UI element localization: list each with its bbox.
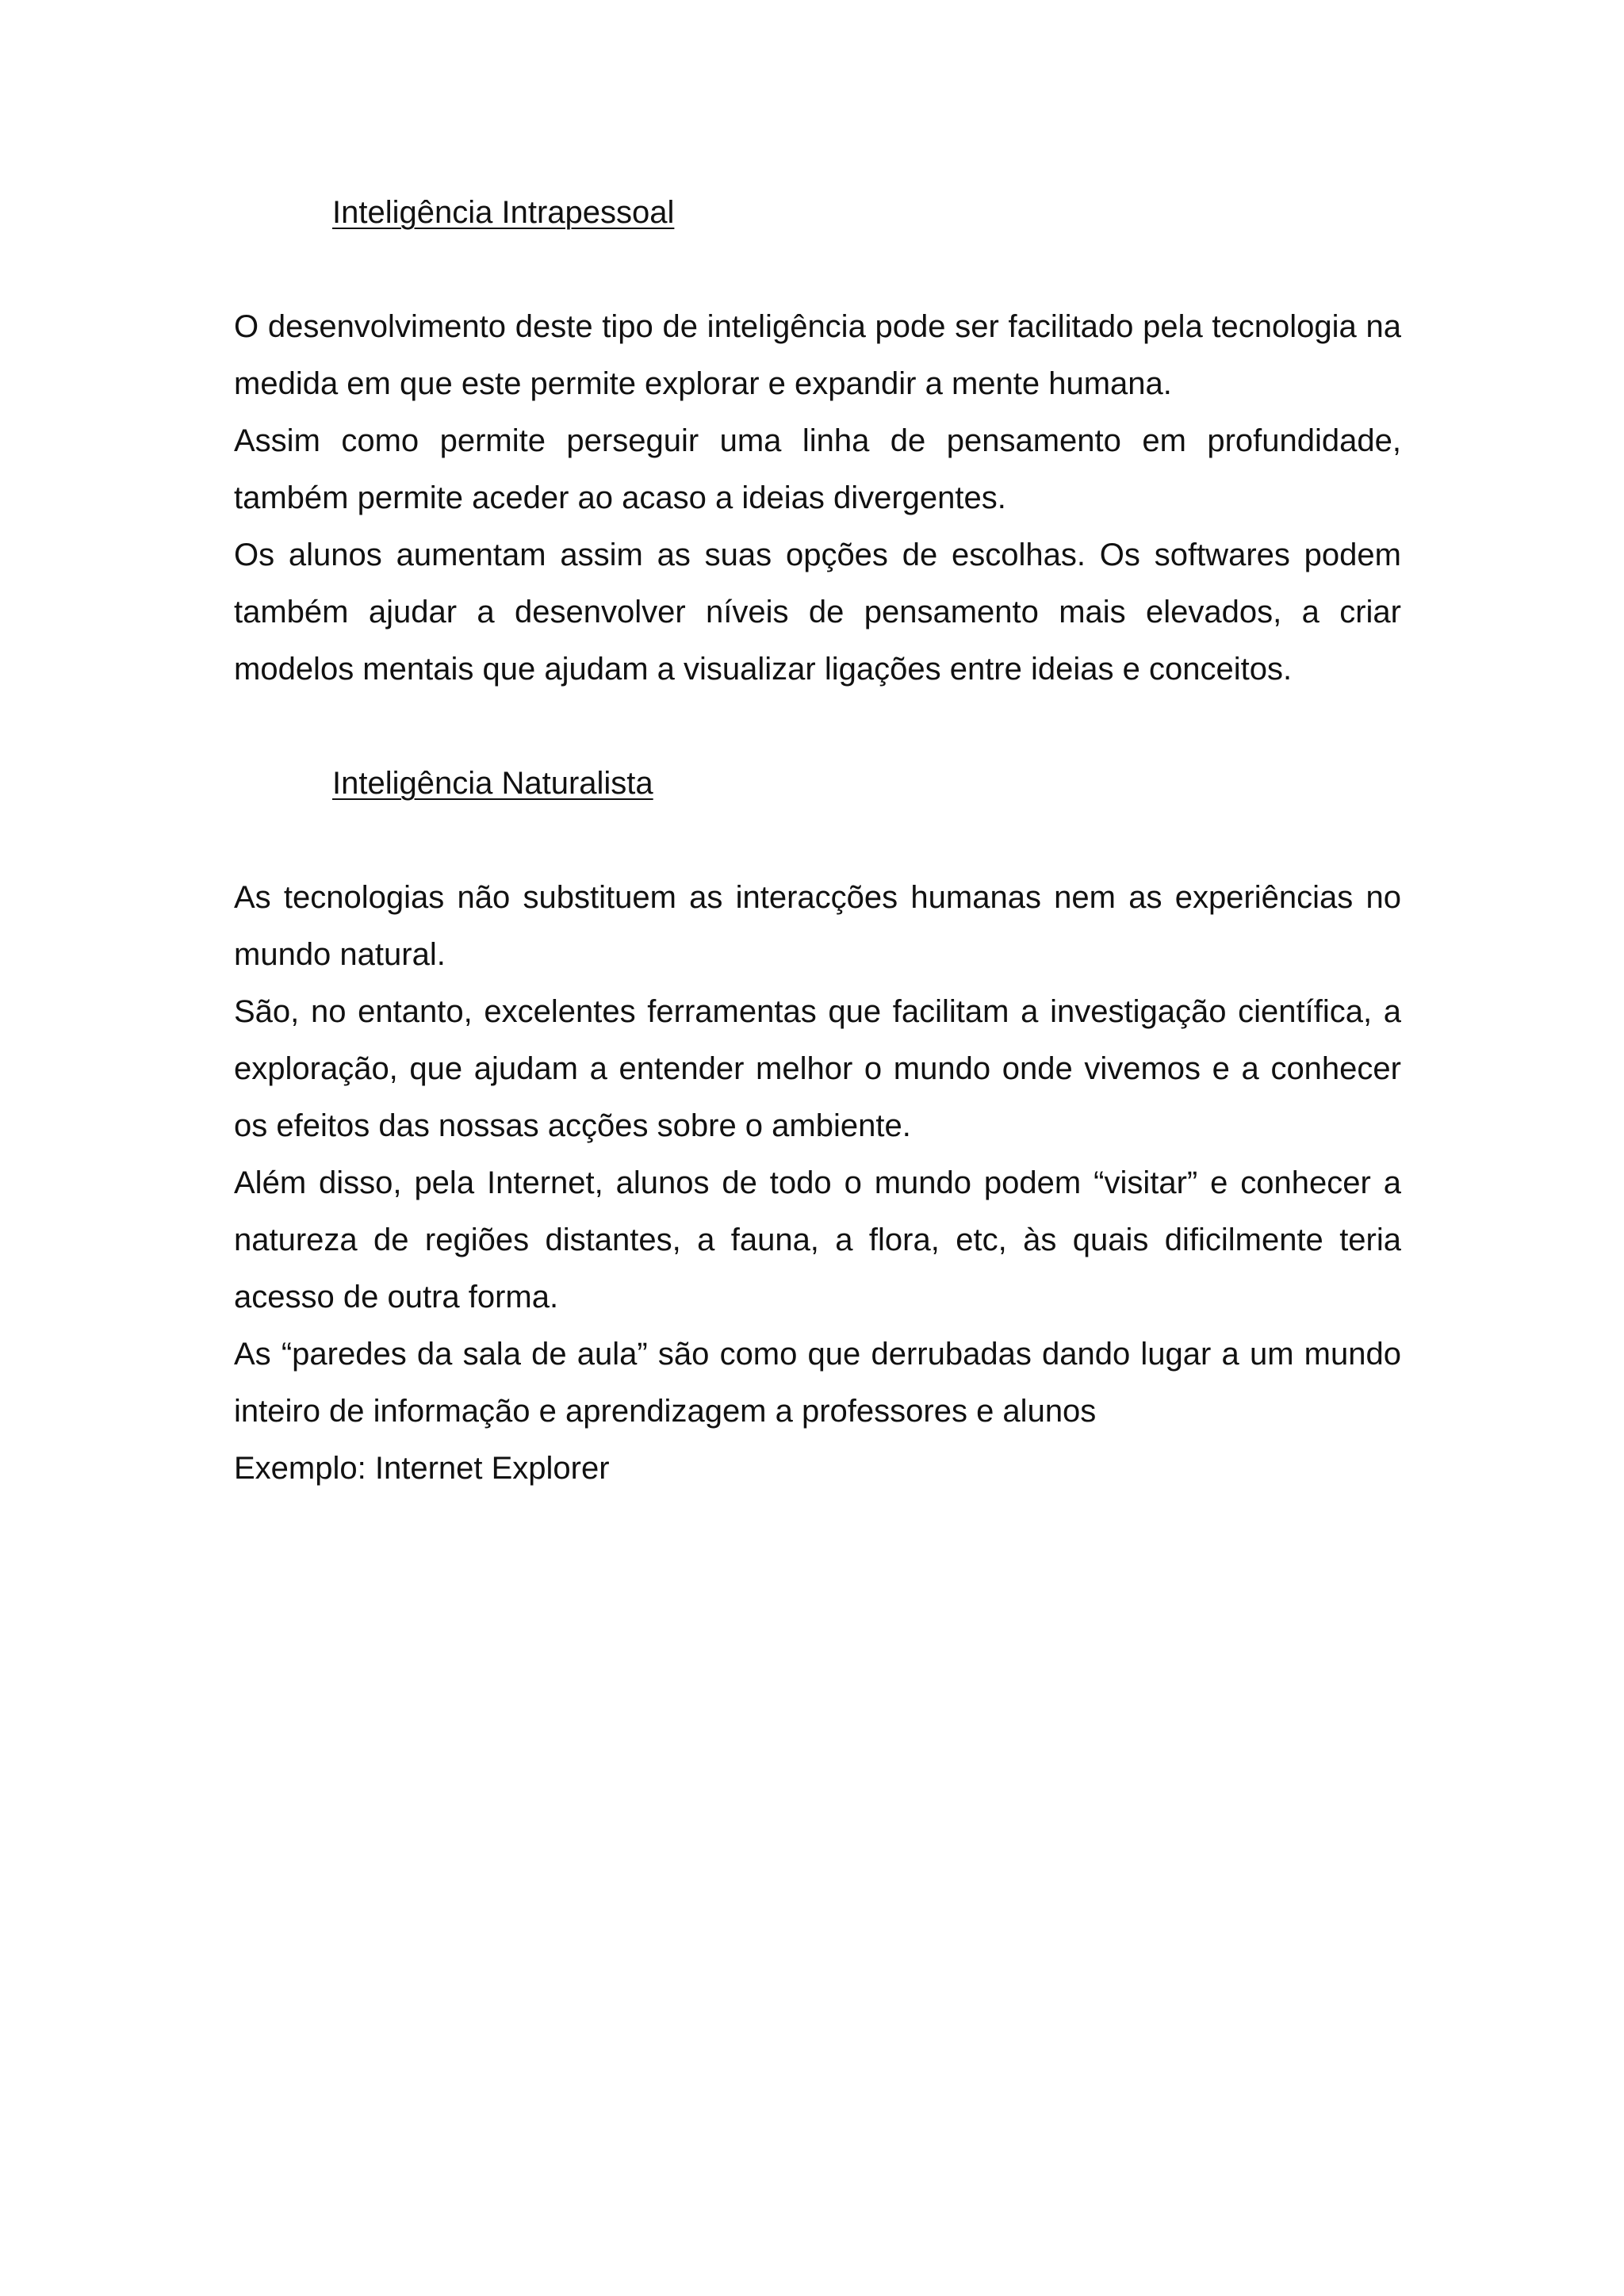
section-spacer	[234, 698, 1401, 755]
paragraph: As “paredes da sala de aula” são como que derrubadas dando lugar a um mundo inteiro de informação e aprendizagem a professores e alunos	[234, 1337, 1401, 1429]
section-heading-naturalista: Inteligência Naturalista	[332, 766, 653, 801]
paragraph: São, no entanto, excelentes ferramentas que facilitam a investigação científica, a exploração, que ajudam a entender melhor o mundo onde vivemos e a conhecer os efeitos das nossas acções sobre o ambiente.	[234, 994, 1401, 1143]
example-line: Exemplo: Internet Explorer	[234, 1451, 610, 1486]
paragraph: Além disso, pela Internet, alunos de todo o mundo podem “visitar” e conhecer a natureza de regiões distantes, a fauna, a flora, etc, às quais dificilmente teria acesso de outra forma.	[234, 1165, 1401, 1314]
document-body	[234, 184, 1401, 1497]
section-heading-intrapessoal: Inteligência Intrapessoal	[332, 195, 675, 230]
paragraph: Os alunos aumentam assim as suas opções de escolhas. Os softwares podem também ajudar a desenvolver níveis de pensamento mais elevados, a criar modelos mentais que ajudam a visualizar ligações entre ideias e conceitos.	[234, 538, 1401, 687]
paragraph: O desenvolvimento deste tipo de inteligência pode ser facilitado pela tecnologia na medida em que este permite explorar e expandir a mente humana.	[234, 309, 1401, 401]
paragraph: As tecnologias não substituem as interacções humanas nem as experiências no mundo natural.	[234, 880, 1401, 972]
paragraph: Assim como permite perseguir uma linha de pensamento em profundidade, também permite aceder ao acaso a ideias divergentes.	[234, 423, 1401, 515]
